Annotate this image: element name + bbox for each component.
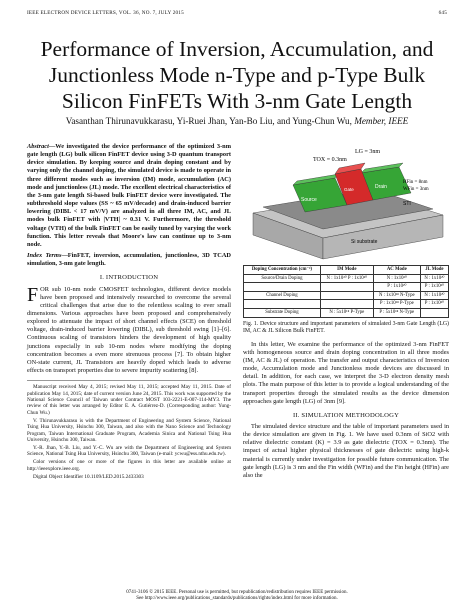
running-header: [27, 10, 447, 16]
table-header-cell: Doping Concentration (cm⁻³): [244, 266, 321, 275]
drop-cap: F: [27, 283, 39, 306]
table-cell: [320, 291, 373, 300]
authors: Vasanthan Thirunavukkarasu, Yi-Ruei Jhan, Yan-Bo Liu, and Yung-Chun Wu,: [65, 116, 352, 126]
footnote-affiliation-1: V. Thirunavukkarasu is with the Department of Engineering and System Science, National Tsing Hua University, Hsinchu 300, Taiwan, and also with the Nano Science and Technology Program, Taiwan International Graduate Program, Academia Sinica and National Tsing Hua University, Hsinchu 300, Taiwan.: [27, 417, 231, 443]
footnote-affiliation-2: Y.-R. Jhan, Y.-B. Liu, and Y.-C. Wu are with the Department of Engineering and System Science, National Tsing Hua University, Hsinchu 300, Taiwan (e-mail: ycwu@ess.nthu.edu.tw).: [27, 444, 231, 458]
authors-membership: Member, IEEE: [354, 116, 409, 126]
left-column: [27, 143, 231, 481]
abstract-text: —We investigated the device performance of the optimized 3-nm gate length (LG) bulk silicon FinFET device using 3-D quantum transport device simulation. By keeping source and drain doping constant and by varying only the channel doping, the simulated device is made to operate in three different modes such as inversion (IM) mode, accumulation (AC) mode and junctionless (JL) mode. The excellent electrical characteristics of the 3-nm gate length Si-based bulk FinFET device were investigated. The subthreshold slope values (SS ~ 65 mV/decade) and drain-induced barrier lowering (DIBL < 17 mV/V) are analyzed in all three IM, AC, and JL modes bulk FinFET with |VTH| ~ 0.31 V. Furthermore, the threshold voltage (VTH) of the bulk FinFET can be easily tuned by varying the work function. This letter reveals that Moore's law can continue up to 3-nm node.: [27, 143, 231, 248]
table-cell: [244, 283, 321, 292]
paragraph: In this letter, We examine the performance of the optimized 3-nm FinFET with homogeneous source and drain doping concentration in all three modes (IM, AC & JL) of operation. The transfer and output characteristics of Inversion mode, Accumulation mode and Junctionless mode devices are discussed in detail. In addition, for each case, we interpret the 3-D electron density mesh plots. The main purpose of this letter is to provide a logical understanding of the transport properties through the simulated results as the device dimension approaches gate length (LG) of 3nm [9].: [243, 340, 449, 405]
doping-parameter-table: [243, 265, 449, 318]
table-cell: N : 1x10²⁰: [420, 291, 448, 300]
table-header-row: [244, 266, 449, 275]
intro-paragraph: OR sub 10-nm node CMOSFET technologies, different device models have been proposed and intensively researched to overcome the several critical challenges that arise due to the relentless scaling to ever small dimensions. Various approaches have been proposed and comprehensively explored to attenuate the impact of short channel effects (SCE) on threshold voltage, drain-induced barrier lowering (DIBL), sub threshold swing [1]–[6]. Continuous scaling of transistors hinders the development of high quality junctions especially in sub 10-nm nodes where modifying the doping concentration becomes a even more strenuous process [7]. To obtain higher ON-state current, JL Transistors are heavily doped which leads to adverse effects on transport properties due to severe impurity scattering [8].: [27, 285, 231, 375]
footnote-manuscript: Manuscript received May 4, 2015; revised May 11, 2015; accepted May 11, 2015. Date of publication May 14, 2015; date of current version June 24, 2015. This work was supported by the National Science Council of Taiwan under Contract MOST 103-2221-E-007-114-MY3. The review of this letter was arranged by Editor E. A. Gutiérrez-D. (Corresponding author: Yung-Chun Wu.): [27, 384, 231, 416]
figure-caption: Fig. 1. Device structure and important parameters of simulated 3-nm Gate Length (LG) IM, AC & JL Silicon Bulk FinFET.: [243, 320, 449, 334]
table-cell: P : 1x10¹⁸ P-Type: [373, 300, 420, 309]
table-cell: [320, 300, 373, 309]
table-header-cell: AC Mode: [373, 266, 420, 275]
abstract: [27, 143, 231, 249]
paper-title: Performance of Inversion, Accumulation, and Junctionless Mode n-Type and p-Type Bulk Silicon FinFETs With 3-nm Gate Length: [40, 37, 434, 113]
copyright-footer: [27, 590, 447, 603]
label-substrate: Si substrate: [351, 239, 378, 245]
table-cell: [244, 300, 321, 309]
index-terms-lead: Index Terms: [27, 252, 62, 260]
table-cell: N : 1x10¹⁸ N-Type: [373, 291, 420, 300]
section-heading-simulation: II. SIMULATION METHODOLOGY: [292, 411, 400, 419]
abstract-lead: Abstract: [27, 143, 49, 150]
table-cell: P : 1x10²⁰: [373, 283, 420, 292]
table-cell: N : 1x10²⁰: [420, 274, 448, 283]
table-row: [244, 300, 449, 309]
table-cell: Substrate Doping: [244, 308, 321, 317]
footnote-doi: Digital Object Identifier 10.1109/LED.2015.2433303: [33, 473, 144, 480]
table-cell: P : 5x10¹⁸ N-Type: [373, 308, 420, 317]
section-heading-introduction: I. INTRODUCTION: [99, 274, 159, 282]
table-cell: Source/Drain Doping: [244, 274, 321, 283]
table-cell: [420, 308, 448, 317]
label-tox: TOX = 0.3nm: [313, 157, 347, 163]
label-sti: STI: [403, 201, 411, 207]
footnotes: [27, 380, 231, 480]
label-lg: LG = 3nm: [355, 149, 381, 155]
device-structure-figure: [243, 143, 449, 261]
footnote-color-versions: Color versions of one or more of the figures in this letter are available online at http://ieeexplore.ieee.org.: [27, 459, 231, 472]
label-hfin: HFin = 8nm: [403, 180, 428, 185]
table-header-cell: JL Mode: [420, 266, 448, 275]
table-cell: N : 5x10¹⁸ P-Type: [320, 308, 373, 317]
table-cell: P : 1x10²⁰: [420, 283, 448, 292]
table-cell: Channel Doping: [244, 291, 321, 300]
index-terms: [27, 252, 231, 268]
index-terms-text: —FinFET, inversion, accumulation, junctionless, 3D TCAD simulation, 3-nm gate length.: [27, 252, 231, 268]
author-line: [20, 116, 454, 126]
table-header-cell: IM Mode: [320, 266, 373, 275]
right-body-text: [243, 341, 449, 481]
page-number: 645: [438, 10, 447, 16]
label-source: Source: [301, 197, 317, 203]
right-column: [243, 143, 449, 480]
introduction: [27, 283, 231, 376]
table-cell: N : 1x10²⁰: [373, 274, 420, 283]
finfet-3d-diagram: [243, 143, 449, 261]
copyright-line: 0741-3106 © 2015 IEEE. Personal use is permitted, but republication/redistribution requires IEEE permission.: [126, 590, 348, 595]
table-row: [244, 308, 449, 317]
table-row: [244, 274, 449, 283]
table-cell: N : 1x10²⁰ P : 1x10²⁰: [320, 274, 373, 283]
table-row: [244, 283, 449, 292]
paragraph: The simulated device structure and the table of important parameters used in the device simulation are given in Fig. 1. We have used 0.3nm of SiO2 with relative dielectric constant (K) = 3.9 as gate dielectric (TOX = 0.3nm). The impact of actual higher physical thicknesses of gate dielectric using high-k material is currently under investigation for possible future communication. The gate length (LG) is 3 nm and the Fin width (WFin) and the Fin height (HFin) are also the: [243, 422, 449, 479]
journal-name: IEEE ELECTRON DEVICE LETTERS, VOL. 36, NO. 7, JULY 2015: [27, 10, 184, 16]
label-gate: Gate: [344, 187, 354, 192]
label-drain: Drain: [375, 184, 387, 190]
table-cell: [320, 283, 373, 292]
copyright-line: See http://www.ieee.org/publications_standards/publications/rights/index.html for more information.: [136, 596, 338, 602]
table-row: [244, 291, 449, 300]
table-cell: P : 1x10²⁰: [420, 300, 448, 309]
label-wfin: WFin = 3nm: [403, 187, 429, 192]
